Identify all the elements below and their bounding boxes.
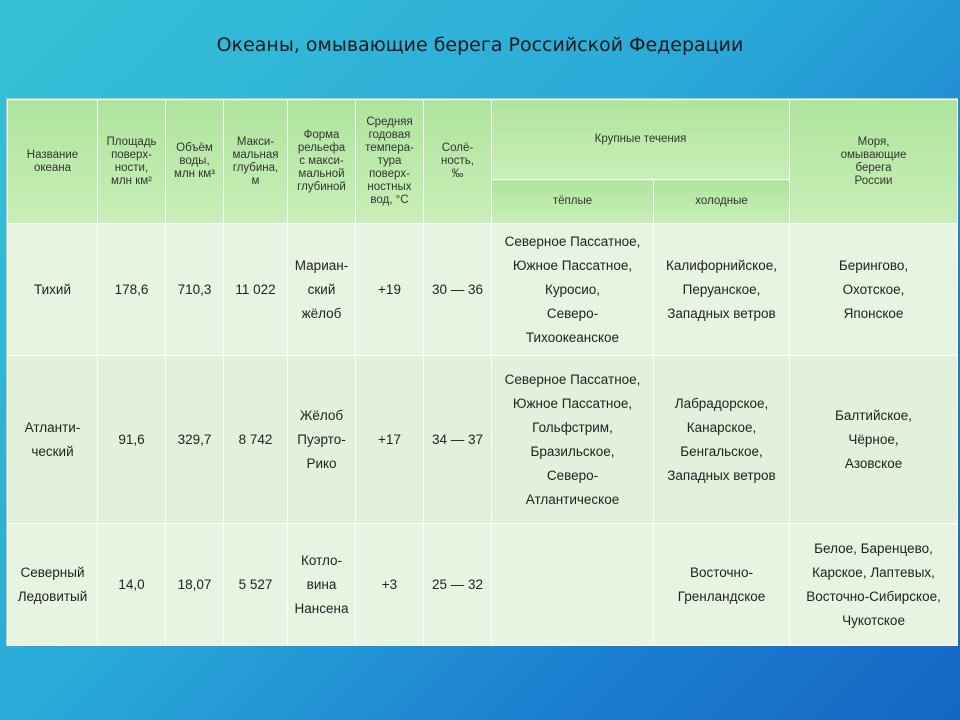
cell-line: Балтийское, [834,407,913,423]
header-temp [356,100,424,224]
cell-area: 178,6 [98,224,166,356]
cell-line: Куросио, [544,281,601,297]
cell-name [8,524,98,646]
cell-temp: +17 [356,356,424,524]
cell-line: тура [377,155,402,167]
oceans-table [7,99,958,646]
cell-line: Бенгальское, [680,443,763,459]
cell-line: Лабрадорское, [674,395,769,411]
cell-depth: 8 742 [224,356,288,524]
cell-line: темпера- [365,142,414,154]
cell-line: жёлоб [301,305,342,321]
cell-line: мальной [298,168,345,180]
cell-line: млн км³ [174,168,215,180]
cell-line: рельефа [297,142,346,154]
cell-line: Перуанское, [682,281,761,297]
cell-line: Моря, [857,135,890,148]
cell-seas [790,224,958,356]
cell-line: годовая [368,129,411,141]
cell-cold [654,524,790,646]
cell-line: Японское [843,305,904,321]
cell-line: Западных ветров [667,467,776,483]
cell-depth: 11 022 [224,224,288,356]
cell-line: Западных ветров [667,305,776,321]
cell-line: Гольфстрим, [532,419,613,435]
header-volume [166,100,224,224]
cell-relief [288,524,356,646]
header-seas [790,100,958,224]
cell-line: Бразильское, [530,443,615,459]
cell-volume: 18,07 [166,524,224,646]
cell-line: воды, [179,155,210,167]
cell-line: Атланти- [24,419,81,435]
cell-line: Восточно-Сибирское, [806,588,941,604]
cell-line: Гренландское [677,588,766,604]
cell-line: вина [306,576,337,592]
cell-line: Чукотское [842,612,905,628]
cell-line: Берингово, [838,257,909,273]
cell-line: Южное Пассатное, [512,395,633,411]
cell-line: Средняя [366,116,413,128]
cell-warm [492,224,654,356]
cell-line: вод, °С [370,194,409,206]
cell-depth: 5 527 [224,524,288,646]
cell-line: Северный [20,564,85,580]
cell-line: Канарское, [686,419,757,435]
cell-line: Название [26,148,79,161]
header-salinity [424,100,492,224]
cell-line: Северо- [546,305,599,321]
cell-line: Тихоокеанское [525,329,620,345]
cell-line: поверх- [369,168,410,180]
table-row [8,524,958,646]
cell-line: Мариан- [294,257,349,273]
cell-line: берега [855,161,892,174]
cell-line: поверх- [111,148,152,161]
cell-line: мальная [232,148,279,161]
cell-area: 91,6 [98,356,166,524]
cell-line: Площадь [106,135,157,148]
header-currents: Крупные течения [492,100,790,180]
header-warm: тёплые [492,180,654,224]
table-row [8,356,958,524]
cell-line: Тихий [33,281,72,297]
cell-line: Форма [303,129,340,141]
cell-name [8,356,98,524]
cell-line: Северное Пассатное, [504,371,641,387]
table-row [8,224,958,356]
header-name [8,100,98,224]
header-depth [224,100,288,224]
cell-line: Южное Пассатное, [512,257,633,273]
cell-line: Белое, Баренцево, [814,540,933,556]
cell-line: Калифорнийское, [665,257,778,273]
cell-line: Атлантическое [525,491,620,507]
cell-temp: +19 [356,224,424,356]
cell-seas [790,524,958,646]
cell-line: России [854,174,893,187]
cell-warm [492,524,654,646]
cell-volume: 329,7 [166,356,224,524]
cell-line: ‰ [451,168,464,180]
cell-line: Охотское, [842,281,905,297]
cell-line: ский [307,281,336,297]
cell-line: ностных [367,181,412,193]
cell-line: Азовское [844,455,903,471]
cell-cold [654,356,790,524]
cell-line: Рико [306,455,337,471]
cell-line: Жёлоб [299,407,344,423]
cell-seas [790,356,958,524]
header-area [98,100,166,224]
header-cold: холодные [654,180,790,224]
cell-salinity: 34 — 37 [424,356,492,524]
cell-line: с макси- [299,155,344,167]
cell-line: океана [33,161,72,174]
header-relief [288,100,356,224]
cell-line: м [251,174,260,187]
page-title: Океаны, омывающие берега Российской Федерации [216,34,744,56]
cell-line: ности, [114,161,149,174]
cell-relief [288,356,356,524]
cell-line: глубина, [232,161,279,174]
cell-line: Ледовитый [17,588,88,604]
cell-line: глубиной [297,181,346,193]
cell-line: Пуэрто- [297,431,346,447]
cell-line: ческий [31,443,74,459]
cell-line: Макси- [236,135,275,148]
cell-line: Котло- [301,552,342,568]
cell-line: Объём [176,142,213,154]
cell-volume: 710,3 [166,224,224,356]
cell-cold [654,224,790,356]
table-frame [6,98,958,646]
cell-line: Восточно- [690,564,753,580]
cell-salinity: 25 — 32 [424,524,492,646]
cell-temp: +3 [356,524,424,646]
cell-name [8,224,98,356]
cell-line: омывающие [840,148,907,161]
cell-line: Карское, Лаптевых, [812,564,935,580]
cell-line: Северное Пассатное, [504,233,641,249]
cell-relief [288,224,356,356]
cell-line: Чёрное, [848,431,899,447]
cell-warm [492,356,654,524]
cell-salinity: 30 — 36 [424,224,492,356]
cell-line: Солё- [441,142,474,154]
cell-area: 14,0 [98,524,166,646]
cell-line: ность, [441,155,474,167]
cell-line: млн км² [111,174,152,187]
cell-line: Нансена [294,600,349,616]
cell-line: Северо- [546,467,599,483]
